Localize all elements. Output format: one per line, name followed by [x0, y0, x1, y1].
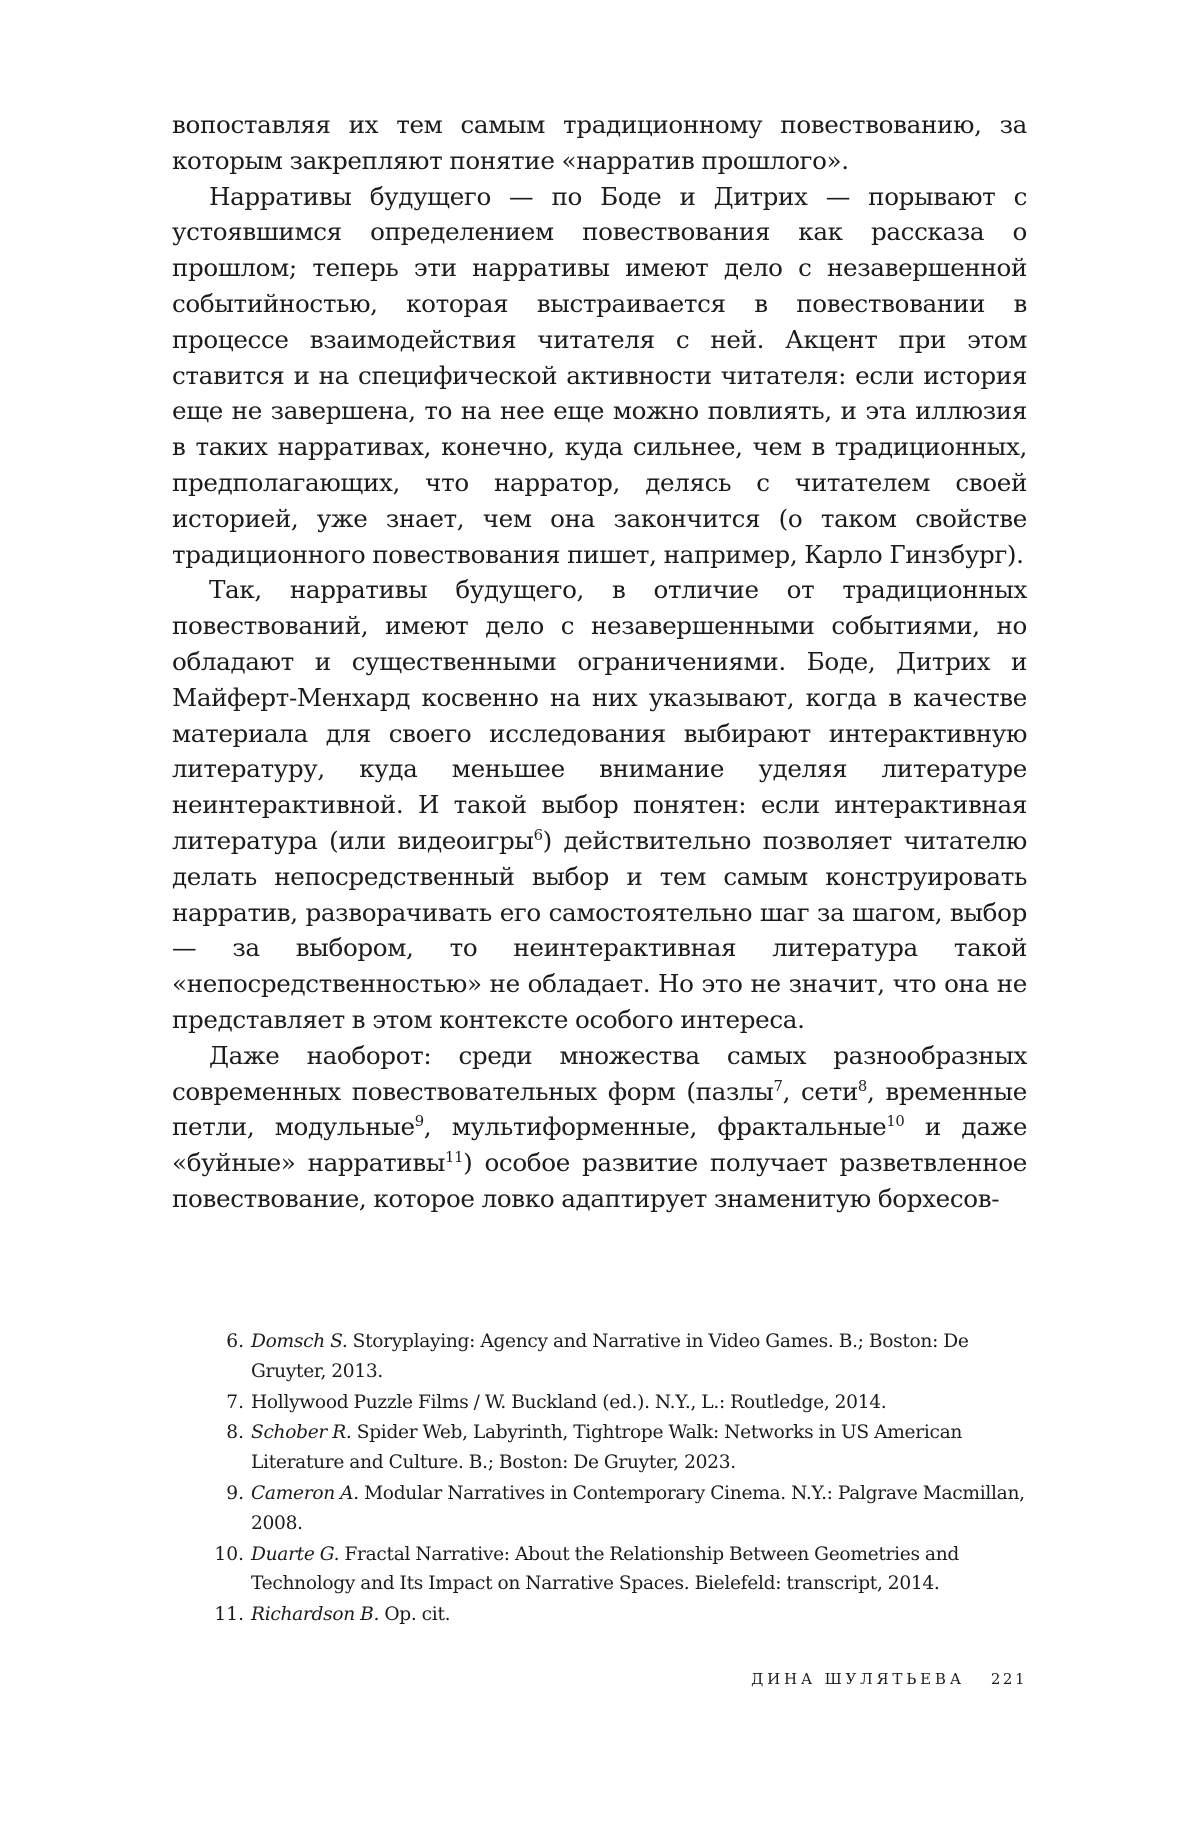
paragraph-4-text-b: , сети	[782, 1076, 858, 1106]
paragraph-4-text-e: и даже «буйные» нарративы	[172, 1112, 1028, 1178]
footnote-ref-10[interactable]: 10	[886, 1113, 905, 1131]
footnote-text: Spider Web, Labyrinth, Tightrope Walk: Networks in US American Literature and Culture. B.; Boston: De Gruyter, 2023.	[251, 1422, 963, 1474]
paragraph-2: Нарративы будущего — по Боде и Дитрих — порывают с устоявшимся определением повествования как рассказа о прошлом; теперь эти нарративы имеют дело с незавершенной событийностью, которая выстраивается в повествовании в процессе взаимодействия читателя с ней. Акцент при этом ставится и на специфической активности читателя: если история еще не завершена, то на нее еще можно повлиять, и эта иллюзия в таких нарративах, конечно, куда сильнее, чем в традиционных, предполагающих, что нарратор, делясь с читателем своей историей, уже знает, чем она закончится (о таком свойстве традиционного повествования пишет, например, Карло Гинзбург).	[172, 181, 1027, 569]
paragraph-4-text-c: , временные петли, модульные	[172, 1076, 1027, 1142]
footnote-text: Modular Narratives in Contemporary Cinema. N.Y.: Palgrave Macmillan, 2008.	[251, 1482, 1025, 1534]
footnote-text: Storyplaying: Agency and Narrative in Video Games. B.; Boston: De Gruyter, 2013.	[251, 1331, 969, 1382]
footnote-number: 6.	[226, 1331, 244, 1352]
footnote-8	[220, 1418, 1027, 1478]
paragraph-3-text-a: Так, нарративы будущего, в отличие от традиционных повествований, имеют дело с незавершенными событиями, но обладают и существенными ограничениями. Боде, Дитрих и Майферт-Менхард косвенно на них указывают, когда в качестве материала для своего исследования выбирают интерактивную литературу, куда меньшее внимание уделяя литературе неинтерактивной. И такой выбор понятен: если интерактивная литература (или видеоигры	[172, 575, 1027, 855]
footnote-11	[214, 1600, 1027, 1630]
footnote-author: Richardson B.	[251, 1604, 380, 1626]
paragraph-3	[172, 572, 1027, 1037]
footnote-9	[220, 1479, 1027, 1539]
footnote-number: 10.	[214, 1543, 244, 1565]
running-footer	[650, 1670, 1027, 1688]
footnote-author: Schober R.	[251, 1422, 352, 1444]
footnote-author: Domsch S.	[251, 1331, 348, 1352]
paragraph-1: вопоставляя их тем самым традиционному повествованию, за которым закрепляют понятие «нарратив прошлого».	[172, 110, 1027, 175]
footnote-text: Hollywood Puzzle Films / W. Buckland (ed.). N.Y., L.: Routledge, 2014.	[251, 1391, 887, 1413]
paragraph-4	[172, 1038, 1027, 1217]
footnote-text: Fractal Narrative: About the Relationship Between Geometries and Technology and Its Impact on Narrative Spaces. Bielefeld: transcript, 2014.	[251, 1543, 959, 1595]
paragraph-4-text-a: Даже наоборот: среди множества самых разнообразных современных повествовательных форм (пазлы	[172, 1040, 1027, 1106]
footnote-author: Duarte G.	[251, 1543, 340, 1565]
footnote-6	[220, 1327, 1027, 1387]
footnote-number: 7.	[226, 1391, 244, 1413]
footnote-ref-8[interactable]: 8	[857, 1077, 867, 1095]
footnote-10	[214, 1540, 1027, 1600]
footnote-ref-9[interactable]: 9	[414, 1113, 424, 1131]
footer-author: ДИНА ШУЛЯТЬЕВА	[751, 1670, 965, 1688]
paragraph-3-text-b: ) действительно позволяет читателю делать непосредственный выбор и тем самым конструировать нарратив, разворачивать его самостоятельно шаг за шагом, выбор — за выбором, то неинтерактивная литература такой «непосредственностью» не обладает. Но это не значит, что она не представляет в этом контексте особого интереса.	[172, 825, 1027, 1034]
footnotes	[214, 1327, 1027, 1631]
footnote-author: Cameron A.	[251, 1482, 359, 1504]
main-text	[172, 107, 1027, 1217]
footnote-text: Op. cit.	[379, 1604, 451, 1626]
footnote-number: 8.	[226, 1422, 244, 1444]
page-number: 221	[990, 1670, 1027, 1688]
paragraph-4-text-f: ) особое развитие получает разветвленное повествование, которое ловко адаптирует знаменитую борхесов-	[172, 1148, 1027, 1213]
footnote-ref-6[interactable]: 6	[533, 826, 543, 844]
footnote-ref-11[interactable]: 11	[445, 1148, 464, 1166]
footnote-number: 11.	[214, 1604, 244, 1626]
footnote-ref-7[interactable]: 7	[773, 1077, 783, 1095]
footnote-number: 9.	[226, 1482, 244, 1504]
footnote-7	[220, 1388, 1027, 1418]
paragraph-4-text-d: , мультиформенные, фрактальные	[423, 1112, 887, 1142]
